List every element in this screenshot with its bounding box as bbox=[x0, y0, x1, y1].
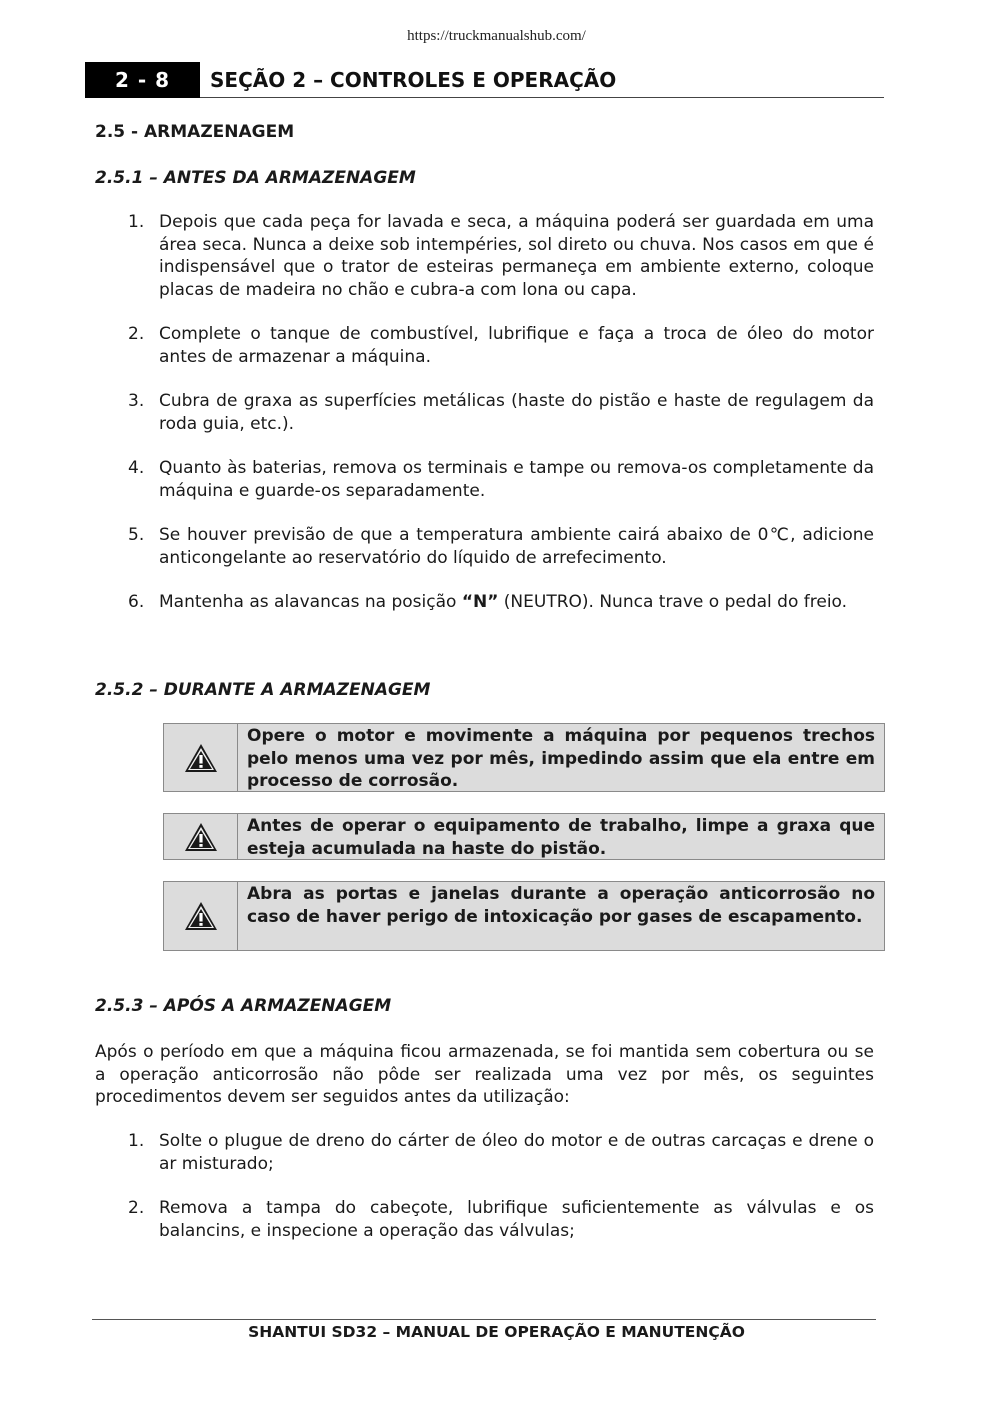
subsection-title-during: 2.5.2 – DURANTE A ARMAZENAGEM bbox=[95, 680, 431, 700]
warning-triangle-icon bbox=[164, 814, 238, 859]
list-item bbox=[128, 1197, 874, 1242]
list-item bbox=[128, 457, 874, 502]
page-number-badge: 2 - 8 bbox=[85, 62, 200, 98]
warning-box bbox=[163, 881, 885, 951]
subsection-title-after: 2.5.3 – APÓS A ARMAZENAGEM bbox=[95, 996, 392, 1016]
item-number: 3. bbox=[128, 391, 145, 411]
footer-rule bbox=[92, 1319, 876, 1320]
list-item bbox=[128, 211, 874, 301]
list-item bbox=[128, 524, 874, 569]
after-storage-intro: Após o período em que a máquina ficou armazenada, se foi mantida sem cobertura ou se a operação anticorrosão não pôde ser realizada uma vez por mês, os seguintes procedimentos devem ser seguidos antes da utilização: bbox=[95, 1042, 874, 1107]
section-header-title: SEÇÃO 2 – CONTROLES E OPERAÇÃO bbox=[210, 68, 617, 92]
item-text: Se houver previsão de que a temperatura ambiente cairá abaixo de 0℃, adicione anticongelante ao reservatório do líquido de arrefecimento. bbox=[159, 525, 874, 568]
warning-box bbox=[163, 813, 885, 860]
list-item bbox=[128, 390, 874, 435]
item-number: 6. bbox=[128, 592, 145, 612]
warning-text: Abra as portas e janelas durante a operação anticorrosão no caso de haver perigo de intoxicação por gases de escapamento. bbox=[247, 884, 875, 927]
list-item bbox=[128, 1130, 874, 1175]
after-storage-list bbox=[128, 1130, 874, 1264]
warning-triangle-icon bbox=[164, 724, 238, 791]
warning-text: Antes de operar o equipamento de trabalho, limpe a graxa que esteja acumulada na haste do pistão. bbox=[247, 816, 875, 859]
before-storage-list bbox=[128, 211, 874, 636]
item-number: 2. bbox=[128, 324, 145, 344]
item-text: Depois que cada peça for lavada e seca, a máquina poderá ser guardada em uma área seca. Nunca a deixe sob intempéries, sol direto ou chuva. Nos casos em que é indispensável que o trator de esteiras permaneça em ambiente externo, coloque placas de madeira no chão e cubra-a com lona ou capa. bbox=[159, 212, 874, 300]
item-number: 1. bbox=[128, 1131, 145, 1151]
item-text-pre: Mantenha as alavancas na posição bbox=[159, 592, 462, 612]
item-text: Remova a tampa do cabeçote, lubrifique suficientemente as válvulas e os balancins, e inspecione a operação das válvulas; bbox=[159, 1198, 874, 1241]
item-text: Quanto às baterias, remova os terminais e tampe ou remova-os completamente da máquina e guarde-os separadamente. bbox=[159, 458, 874, 501]
item-text: Solte o plugue de dreno do cárter de óleo do motor e de outras carcaças e drene o ar misturado; bbox=[159, 1131, 874, 1174]
source-url[interactable]: https://truckmanualshub.com/ bbox=[407, 28, 586, 44]
section-title: 2.5 - ARMAZENAGEM bbox=[95, 122, 295, 142]
item-number: 5. bbox=[128, 525, 145, 545]
item-text: Cubra de graxa as superfícies metálicas (haste do pistão e haste de regulagem da roda guia, etc.). bbox=[159, 391, 874, 434]
warning-triangle-icon bbox=[164, 882, 238, 950]
list-item bbox=[128, 591, 874, 614]
item-text-post: (NEUTRO). Nunca trave o pedal do freio. bbox=[498, 592, 848, 612]
item-text: Complete o tanque de combustível, lubrifique e faça a troca de óleo do motor antes de armazenar a máquina. bbox=[159, 324, 874, 367]
item-number: 2. bbox=[128, 1198, 145, 1218]
header-rule bbox=[200, 97, 884, 98]
subsection-title-before: 2.5.1 – ANTES DA ARMAZENAGEM bbox=[95, 168, 416, 188]
neutral-position-label: “N” bbox=[461, 592, 499, 612]
warning-box bbox=[163, 723, 885, 792]
list-item bbox=[128, 323, 874, 368]
item-number: 4. bbox=[128, 458, 145, 478]
footer-title: SHANTUI SD32 – MANUAL DE OPERAÇÃO E MANUTENÇÃO bbox=[248, 1323, 745, 1341]
item-number: 1. bbox=[128, 212, 145, 232]
warning-text: Opere o motor e movimente a máquina por pequenos trechos pelo menos uma vez por mês, impedindo assim que ela entre em processo de corrosão. bbox=[247, 726, 875, 791]
